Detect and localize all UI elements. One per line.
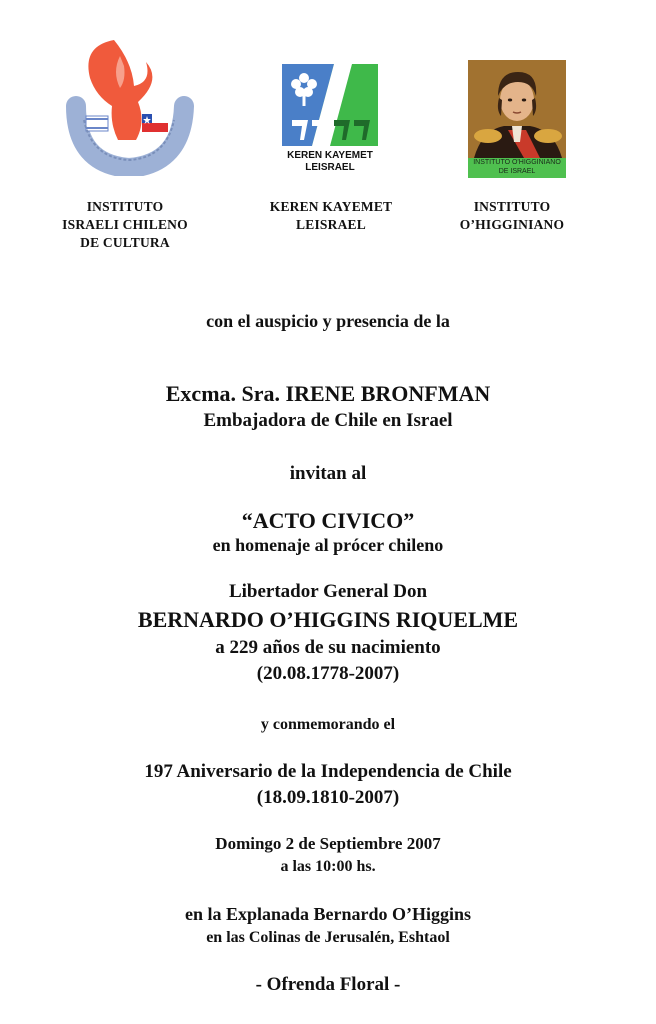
event-title: “ACTO CIVICO” xyxy=(241,508,415,533)
homenaje-line: en homenaje al prócer chileno xyxy=(212,535,444,555)
anios-line: a 229 años de su nacimiento xyxy=(215,637,441,658)
independence-dates: (18.09.1810-2007) xyxy=(256,787,400,808)
libertador-line: Libertador General Don xyxy=(228,581,428,602)
keren-kayemet-logo xyxy=(282,64,378,146)
instituto-israeli-chileno-logo xyxy=(62,36,196,176)
keren-kayemet-caption: KEREN KAYEMET LEISRAEL xyxy=(269,199,393,232)
ambassador-role: Embajadora de Chile en Israel xyxy=(203,410,453,431)
venue-line: en la Explanada Bernardo O’Higgins xyxy=(184,904,472,924)
ambassador-name: Excma. Sra. IRENE BRONFMAN xyxy=(165,381,491,406)
invitan-line: invitan al xyxy=(289,463,367,484)
hero-name: BERNARDO O’HIGGINS RIQUELME xyxy=(137,607,519,632)
ohiggins-portrait xyxy=(468,60,566,158)
conmemorando-line: y conmemorando el xyxy=(260,716,396,733)
event-time: a las 10:00 hs. xyxy=(280,858,376,875)
aniversario-line: 197 Aniversario de la Independencia de Chile xyxy=(144,761,512,782)
ohigginiano-emblem-text: INSTITUTO O'HIGGINIANO DE ISRAEL xyxy=(468,158,566,178)
portrait-icon xyxy=(468,60,566,158)
event-date: Domingo 2 de Septiembre 2007 xyxy=(215,834,441,853)
birth-dates: (20.08.1778-2007) xyxy=(256,663,400,684)
instituto-israeli-caption: INSTITUTO ISRAELI CHILENO DE CULTURA xyxy=(62,199,188,250)
instituto-ohigginiano-caption: INSTITUTO O’HIGGINIANO xyxy=(459,199,565,232)
auspicio-line: con el auspicio y presencia de la xyxy=(206,311,450,331)
kkl-emblem-text: KEREN KAYEMET LEISRAEL xyxy=(287,150,373,173)
kkl-tree-emblem-icon xyxy=(282,64,378,146)
ofrenda-line: - Ofrenda Floral - xyxy=(255,974,401,995)
flame-emblem-icon xyxy=(62,36,196,176)
venue-sub-line: en las Colinas de Jerusalén, Eshtaol xyxy=(206,929,450,946)
